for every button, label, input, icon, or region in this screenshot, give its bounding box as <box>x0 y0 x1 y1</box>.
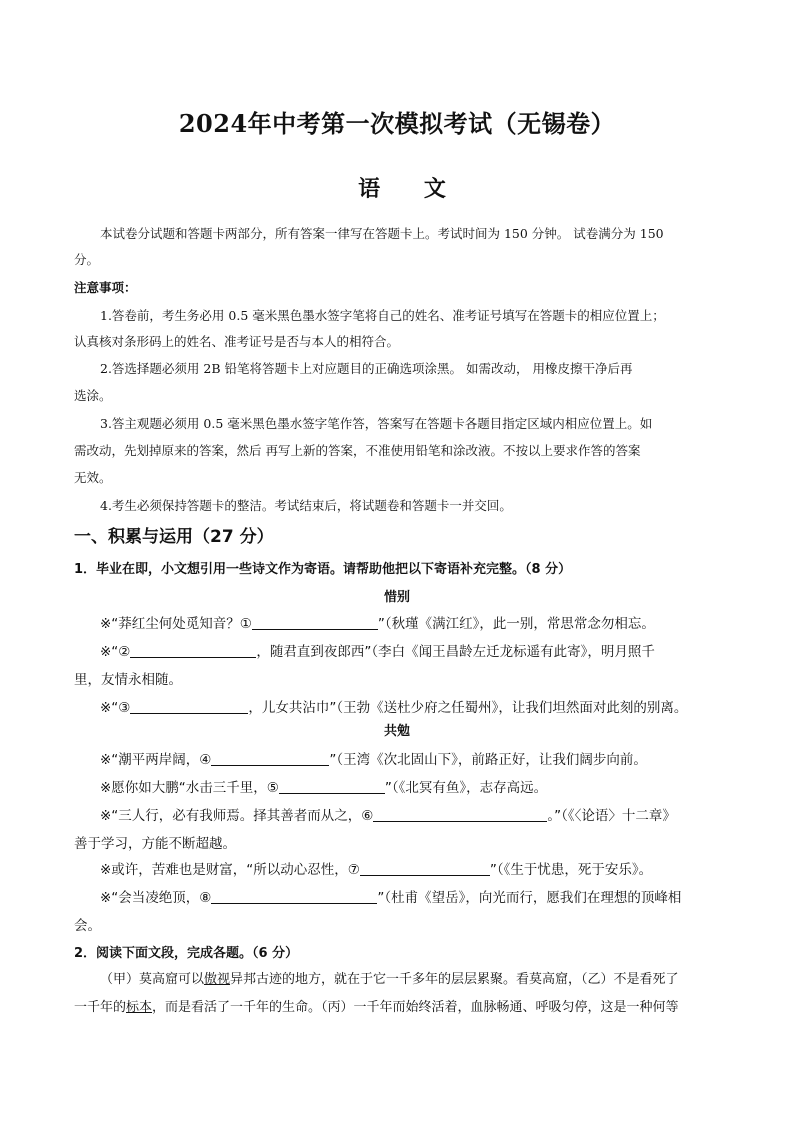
fill-item-7: ※或许，苦难也是财富，“所以动心忍性，⑦ ”（《生于忧患，死于安乐》。 <box>100 862 653 878</box>
answer-blank-8[interactable] <box>211 889 377 904</box>
note-2b: 选涂。 <box>74 388 112 403</box>
fill-item-8-cont: 会。 <box>74 918 101 934</box>
group-heading-farewell: 惜别 <box>383 590 410 605</box>
answer-blank-6[interactable] <box>373 807 547 822</box>
answer-blank-2[interactable] <box>130 643 256 658</box>
note-4: 4.考生必须保持答题卡的整洁。考试结束后，将试题卷和答题卡一并交回。 <box>100 498 512 513</box>
subject-heading: 语 文 <box>358 176 464 202</box>
answer-blank-1[interactable] <box>252 615 378 630</box>
note-1b: 认真核对条形码上的姓名、准考证号是否与本人的相符合。 <box>74 334 400 349</box>
fill-item-5: ※愿你如大鹏“水击三千里，⑤ ”（《北冥有鱼》，志存高远。 <box>100 780 548 796</box>
intro-line-1: 本试卷分试题和答题卡两部分，所有答案一律写在答题卡上。考试时间为 150 分钟。 试卷满分为 150 <box>100 226 664 241</box>
fill-item-2-cont: 里，友情永相随。 <box>74 672 182 688</box>
fill-item-2: ※“② ，随君直到夜郎西”（李白《闻王昌龄左迁龙标遥有此寄》，明月照千 <box>100 644 655 660</box>
note-3b: 需改动，先划掉原来的答案，然后 再写上新的答案，不准使用铅笔和涂改液。不按以上要求作答的答案 <box>74 443 641 458</box>
underlined-word-2: 标本 <box>126 1000 153 1015</box>
reading-line-1: （甲）莫高窟可以傲视异邦古迹的地方，就在于它一千多年的层层累聚。看莫高窟，（乙）不是看死了 <box>100 972 679 987</box>
underlined-word-1: 傲视 <box>204 972 231 987</box>
fill-item-6: ※“三人行，必有我师焉。择其善者而从之，⑥ 。”（《〈论语〉十二章》 <box>100 808 676 824</box>
note-3a: 3.答主观题必须用 0.5 毫米黑色墨水签字笔作答，答案写在答题卡各题目指定区域内相应位置上。如 <box>100 416 653 431</box>
note-2a: 2.答选择题必须用 2B 铅笔将答题卡上对应题目的正确选项涂黑。 如需改动， 用橡皮擦干净后再 <box>100 361 633 376</box>
section-1-heading: 一、积累与运用（27 分） <box>74 527 274 547</box>
fill-item-8: ※“会当凌绝顶，⑧ ”（杜甫《望岳》，向光而行，愿我们在理想的顶峰相 <box>100 890 682 906</box>
reading-line-2: 一千年的标本，而是看活了一千年的生命。（丙）一千年而始终活着，血脉畅通、呼吸匀停，这是一种何等 <box>74 1000 679 1015</box>
answer-blank-5[interactable] <box>279 779 385 794</box>
intro-line-2: 分。 <box>74 252 100 267</box>
fill-item-4: ※“潮平两岸阔，④ ”（王湾《次北固山下》，前路正好，让我们阔步向前。 <box>100 752 647 768</box>
fill-item-1: ※“莽红尘何处觅知音？① ”（秋瑾《满江红》，此一别，常思常念勿相忘。 <box>100 616 655 632</box>
question-1: 1．毕业在即，小文想引用一些诗文作为寄语。请帮助他把以下寄语补充完整。（8 分） <box>74 562 572 577</box>
fill-item-6-cont: 善于学习，方能不断超越。 <box>74 836 236 852</box>
answer-blank-4[interactable] <box>211 751 329 766</box>
question-2: 2．阅读下面文段，完成各题。（6 分） <box>74 946 299 961</box>
page-title: 2024年中考第一次模拟考试（无锡卷） <box>178 109 616 138</box>
notes-heading: 注意事项： <box>74 280 137 295</box>
fill-item-3: ※“③ ，儿女共沾巾”（王勃《送杜少府之任蜀州》，让我们坦然面对此刻的别离。 <box>100 700 688 716</box>
answer-blank-3[interactable] <box>130 699 248 714</box>
answer-blank-7[interactable] <box>360 861 490 876</box>
note-1a: 1.答卷前，考生务必用 0.5 毫米黑色墨水签字笔将自己的姓名、准考证号填写在答题卡的相应位置上； <box>100 308 665 323</box>
group-heading-encourage: 共勉 <box>383 724 410 739</box>
note-3c: 无效。 <box>74 470 112 485</box>
